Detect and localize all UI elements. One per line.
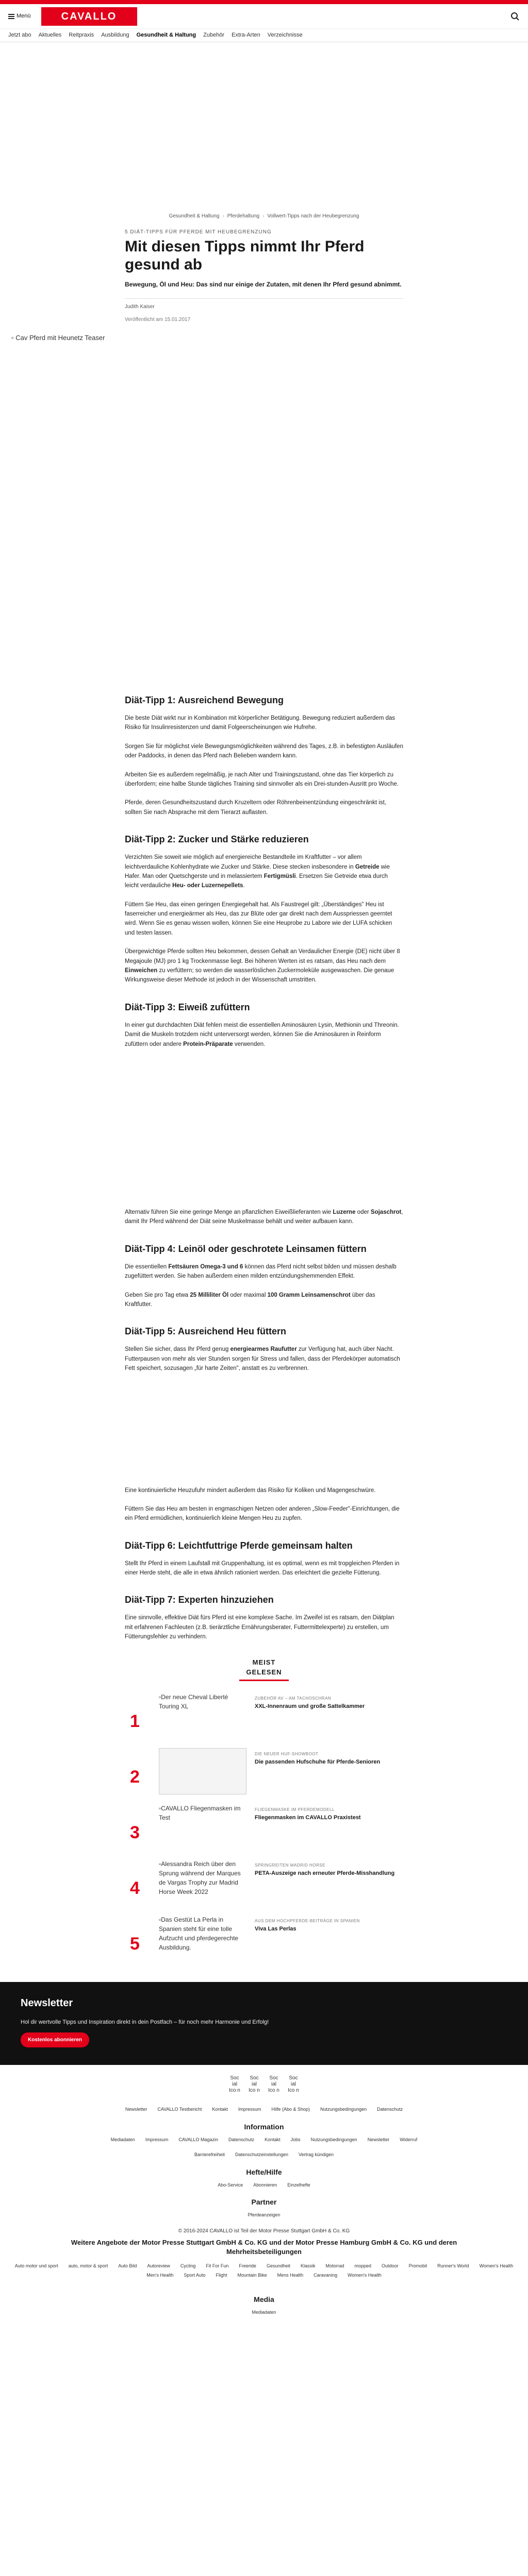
footer-link[interactable]: Abonnieren <box>253 2182 277 2188</box>
teaser-text <box>255 1859 398 1877</box>
footer-link[interactable]: CAVALLO Testbericht <box>157 2107 202 2112</box>
footer-link[interactable]: Freeride <box>239 2263 256 2268</box>
paragraph: In einer gut durchdachten Diät fehlen meist die essentiellen Aminosäuren Lysin, Methionin und Threonin. Damit die Muskeln trotzdem nicht unterversorgt werden, können Sie die Aminosäuren in Reinform zufüttern oder andere Protein-Präparate verwenden. <box>125 1022 399 1047</box>
section-heading: Diät-Tipp 7: Experten hinzuziehen <box>125 1595 274 1605</box>
section-heading: Diät-Tipp 2: Zucker und Stärke reduzieren <box>125 834 309 845</box>
teaser-headline[interactable]: PETA-Auszeige nach erneuter Pferde-Misshandlung <box>255 1870 395 1876</box>
footer-link[interactable]: Mediadaten <box>110 2137 135 2142</box>
social-icon[interactable]: Soc ial Ico n <box>288 2075 299 2094</box>
section-heading: Diät-Tipp 3: Eiweiß zufüttern <box>125 1002 250 1012</box>
article-author[interactable]: Judith Kaiser <box>125 298 403 311</box>
paragraph: Eine kontinuierliche Heuzufuhr mindert außerdem das Risiko für Koliken und Magengeschwüre. <box>125 1487 376 1494</box>
footer-links-top <box>0 2106 528 2113</box>
menu-label: Menü <box>16 13 31 20</box>
social-icon[interactable]: Soc ial Ico n <box>249 2075 260 2094</box>
broken-image-icon: ▫ <box>159 1916 161 1923</box>
breadcrumb-item[interactable]: Gesundheit & Haltung <box>169 213 220 219</box>
breadcrumb <box>0 212 528 220</box>
paragraph: Geben Sie pro Tag etwa 25 Milliliter Öl oder maximal 100 Gramm Leinsamenschrot über das Kraftfutter. <box>125 1292 375 1308</box>
footer-link[interactable]: Women's Health <box>479 2263 514 2268</box>
article-kicker: 5 DIÄT-TIPPS FÜR PFERDE MIT HEUBEGRENZUNG <box>125 229 272 235</box>
footer-link[interactable]: Pferdeanzeigen <box>248 2212 280 2218</box>
footer-link[interactable]: Widerruf <box>400 2137 418 2142</box>
footer-link[interactable]: Newsletter <box>367 2137 390 2142</box>
most-read-item[interactable] <box>130 1859 398 1906</box>
nav-item[interactable]: Zubehör <box>203 32 225 39</box>
hero-image <box>11 333 528 693</box>
footer-link[interactable]: Flight <box>216 2272 227 2278</box>
footer-link[interactable]: Mediadaten <box>252 2310 276 2315</box>
social-links <box>0 2075 528 2094</box>
social-icon[interactable]: Soc ial Ico n <box>229 2075 240 2094</box>
breadcrumb-separator: › <box>262 213 265 219</box>
social-icon[interactable]: Soc ial Ico n <box>268 2075 279 2094</box>
teaser-text <box>255 1915 398 1933</box>
footer-link[interactable]: Datenschutzeinstellungen <box>235 2152 289 2158</box>
ad-placeholder <box>125 1383 403 1486</box>
teaser-image[interactable]: ▫Das Gestüt La Perla in Spanien steht für eine tolle Aufzucht und pferdegerechte Ausbildung. <box>159 1916 239 1951</box>
teaser-category: ZUBEHÖR AV – AM TACHOSCHRAN <box>255 1696 332 1701</box>
link-text[interactable]: Einweichen <box>125 968 158 974</box>
footer-link[interactable]: Vertrag kündigen <box>299 2152 334 2158</box>
teaser-text <box>255 1804 398 1822</box>
footer-heading-media: Media <box>254 2295 274 2303</box>
section-heading: Diät-Tipp 4: Leinöl oder geschrotete Leinsamen füttern <box>125 1243 367 1254</box>
nav-item[interactable]: Jetzt abo <box>8 32 31 39</box>
paragraph: Stellt Ihr Pferd in einem Laufstall mit Gruppenhaltung, ist es optimal, wenn es mit tropgleichen Pferden in einer Herde steht, die alle in etwa ähnlich rationiert werden. Das erleichtert die gezielte Fütterung. <box>125 1560 400 1577</box>
teaser-headline[interactable]: Die passenden Hufschuhe für Pferde-Senioren <box>255 1758 381 1765</box>
paragraph: Übergewichtige Pferde sollten Heu bekommen, dessen Gehalt an Verdaulicher Energie (DE) nicht über 8 Megajoule (MJ) pro 1 kg Trockenmasse liegt. Bei höheren Werten ist es ratsam, das Heu nach dem Einweichen zu verfüttern; so werden die wasserlöslichen Zuckermoleküle ausgewaschen. Die genaue Wirkungsweise dieser Methode ist jedoch in der Wissenschaft umstritten. <box>125 948 400 984</box>
most-read-item[interactable] <box>130 1915 398 1961</box>
link-text[interactable]: Luzerne <box>333 1209 356 1215</box>
paragraph: Füttern Sie Heu, das einen geringen Energiegehalt hat. Als Faustregel gilt: „Überständiges" Heu ist faserreicher und energieärmer als Heu, das zur Blüte oder gar direkt nach dem Ausspriessen geerntet wird. Wenn Sie es genau wissen wollen, können Sie eine Heuprobe zu Labore wie der LUFA schicken und testen lassen. <box>125 901 392 936</box>
paragraph: Die beste Diät wirkt nur in Kombination mit körperlicher Betätigung. Bewegung reduziert außerdem das Risiko für Insulinresistenzen und damit Folgeerscheinungen wie Hufrehe. <box>125 715 395 731</box>
footer-link[interactable]: Jobs <box>290 2137 301 2142</box>
rank-number: 4 <box>130 1878 140 1898</box>
breadcrumb-current: Vollwert-Tipps nach der Heubegrenzung <box>267 213 359 219</box>
link-text[interactable]: Heu- oder Luzernepellets <box>172 883 243 889</box>
nav-item[interactable]: Extra-Arten <box>232 32 260 39</box>
footer-link[interactable]: Motorrad <box>325 2263 344 2268</box>
footer-link[interactable]: Barrierefreiheit <box>194 2152 225 2158</box>
footer-link[interactable]: auto, motor & sport <box>68 2263 108 2268</box>
nav-item[interactable]: Aktuelles <box>38 32 62 39</box>
link-text[interactable]: Sojaschrot <box>370 1209 402 1215</box>
section-heading: Diät-Tipp 5: Ausreichend Heu füttern <box>125 1326 287 1337</box>
rank-number: 3 <box>130 1822 140 1842</box>
footer-link[interactable]: Newsletter <box>125 2107 147 2112</box>
article-header <box>125 228 403 324</box>
broken-image-icon: ▫ <box>11 334 14 342</box>
breadcrumb-item[interactable]: Pferdehaltung <box>227 213 260 219</box>
footer-link[interactable]: Einzelhefte <box>287 2182 310 2188</box>
rank-number: 1 <box>130 1711 140 1731</box>
paragraph: Alternativ führen Sie eine geringe Menge an pflanzlichen Eiweißlieferanten wie Luzerne oder Sojaschrot, damit Ihr Pferd während der Diät seine Muskelmasse behält und weiter aufbauen kann. <box>125 1209 403 1225</box>
footer-link[interactable]: CAVALLO Magazin <box>178 2137 219 2142</box>
link-text[interactable]: Getreide <box>355 863 380 870</box>
footer-link[interactable]: Fit For Fun <box>206 2263 229 2268</box>
footer-links-media <box>0 2309 528 2316</box>
site-logo[interactable]: CAVALLO <box>41 7 137 26</box>
footer <box>0 2106 528 2316</box>
paragraph: Pferde, deren Gesundheitszustand durch Kruzeltern oder Röhrenbeinentzündung eingeschränkt ist, sollten Sie nach Absprache mit dem Tierarzt auflasten. <box>125 800 386 816</box>
search-icon[interactable] <box>510 12 520 21</box>
footer-link[interactable]: Kontakt <box>265 2137 280 2142</box>
menu-button[interactable] <box>8 12 31 21</box>
most-read-item[interactable] <box>130 1692 398 1739</box>
footer-link[interactable]: Gesundheit <box>266 2263 290 2268</box>
footer-link[interactable]: Sport Auto <box>184 2272 206 2278</box>
copyright: © 2016-2024 CAVALLO ist Teil der Motor Presse Stuttgart GmbH & Co. KG <box>178 2228 350 2234</box>
nav-item[interactable]: Reitpraxis <box>69 32 94 39</box>
broken-image-icon: ▫ <box>159 1693 161 1701</box>
teaser-text <box>255 1692 398 1710</box>
footer-link[interactable]: Nutzungsbedingungen <box>320 2107 367 2112</box>
footer-link[interactable]: Men's Health <box>146 2272 174 2278</box>
most-read-section <box>130 1657 398 1961</box>
footer-link[interactable]: Caravaning <box>314 2272 338 2278</box>
newsletter-subscribe-button[interactable]: Kostenlos abonnieren <box>21 2032 89 2047</box>
rank-number: 5 <box>130 1934 140 1954</box>
main-nav <box>0 29 528 42</box>
footer-link[interactable]: Impressum <box>238 2107 261 2112</box>
paragraph: Stellen Sie sicher, dass Ihr Pferd genug energiearmes Raufutter zur Verfügung hat, auch über Nacht. Futterpausen von mehr als vier Stunden sorgen für Stress und fallen, dass der Pferdekörper automatisch Fett speichert, sozusagen „für harte Zeiten", anstatt es zu verbrennen. <box>125 1346 400 1372</box>
article-published: Veröffentlicht am 15.01.2017 <box>125 317 191 323</box>
most-read-title: MEIST GELESEN <box>239 1657 289 1681</box>
teaser-text <box>255 1748 398 1766</box>
hero-image-alt: Cav Pferd mit Heunetz Teaser <box>15 334 105 342</box>
footer-heading-help: Hefte/Hilfe <box>246 2167 282 2176</box>
footer-link[interactable]: Women's Health <box>348 2272 382 2278</box>
footer-link[interactable]: Datenschutz <box>228 2137 255 2142</box>
publisher-heading: Weitere Angebote der Motor Presse Stuttgart GmbH & Co. KG und der Motor Presse Hamburg GmbH & Co. KG und deren Mehrheitsbeteiligungen <box>71 2238 457 2256</box>
section-heading: Diät-Tipp 6: Leichtfuttrige Pferde gemeinsam halten <box>125 1540 353 1551</box>
broken-image-icon: ▫ <box>159 1860 161 1868</box>
link-text[interactable]: Fertigmüsli <box>263 873 296 879</box>
footer-link[interactable]: Mens Health <box>277 2272 304 2278</box>
paragraph: Die essentiellen Fettsäuren Omega-3 und 6 können das Pferd nicht selbst bilden und müssen deshalb zugefüttert werden. Sie haben außerdem einen milden entzündungshemmenden Effekt. <box>125 1263 397 1280</box>
newsletter-box <box>0 1982 528 2065</box>
nav-item[interactable]: Verzeichnisse <box>267 32 303 39</box>
teaser-image[interactable]: ▫CAVALLO Fliegenmasken im Test <box>159 1804 241 1821</box>
newsletter-title: Newsletter <box>21 1997 73 2009</box>
ad-placeholder <box>125 1058 403 1208</box>
paragraph: Eine sinnvolle, effektive Diät fürs Pferd ist eine komplexe Sache. Im Zweifel ist es ratsam, den Diätplan mit erfahrenen Fachleuten (z.B. tierärztliche Ernährungsberater, Futtermittelexperte) zu erstellen, um Fütterungsfehler zu verhindern. <box>125 1615 394 1640</box>
hamburger-icon <box>8 14 14 19</box>
most-read-item[interactable] <box>130 1804 398 1850</box>
footer-links-partner <box>0 2212 528 2219</box>
rank-number: 2 <box>130 1767 140 1787</box>
site-header <box>0 4 528 29</box>
nav-item[interactable]: Ausbildung <box>101 32 129 39</box>
footer-link[interactable]: Impressum <box>145 2137 169 2142</box>
teaser-category: FLIEGENMASKE IM PFERDEMODELL <box>255 1807 335 1812</box>
footer-link[interactable]: Autoreview <box>147 2263 170 2268</box>
footer-link[interactable]: Promobil <box>408 2263 427 2268</box>
teaser-category: SPRINGREITEN MADRID HORSE <box>255 1862 325 1868</box>
footer-link[interactable]: Klassik <box>300 2263 316 2268</box>
footer-link[interactable]: Auto Bild <box>118 2263 137 2268</box>
teaser-image[interactable]: ▫Alessandra Reich über den Sprung während der Marques de Vargas Trophy zur Madrid Horse Week 2022 <box>159 1860 241 1895</box>
footer-link[interactable]: Auto motor und sport <box>14 2263 58 2268</box>
footer-links-information <box>0 2137 528 2144</box>
footer-links-publisher <box>0 2263 528 2294</box>
footer-link[interactable]: Outdoor <box>382 2263 399 2268</box>
footer-link[interactable]: Datenschutz <box>377 2107 403 2112</box>
teaser-category: DIE NEUER HUF-SHOWBOOT <box>255 1751 319 1756</box>
paragraph: Verzichten Sie soweit wie möglich auf energiereiche Bestandteile im Kraftfutter – vor allem leichtverdauliche Kohlenhydrate wie Zucker und Stärke. Diese stecken insbesondere in Getreide wie Hafer. Man oder Quetschgerste und in melassiertem Fertigmüsli. Ersetzen Sie Getreide etwa durch leicht verdauliche Heu- oder Luzernepellets. <box>125 854 390 889</box>
footer-link[interactable]: Runner's World <box>437 2263 469 2268</box>
top-accent-bar <box>0 0 528 4</box>
article-title: Mit diesen Tipps nimmt Ihr Pferd gesund ab <box>125 238 365 273</box>
teaser-image[interactable] <box>159 1748 246 1794</box>
teaser-headline[interactable]: XXL-Innenraum und große Sattelkammer <box>255 1703 365 1709</box>
article-lead: Bewegung, Öl und Heu: Das sind nur einige der Zutaten, mit denen Ihr Pferd gesund abnimmt. <box>125 281 402 288</box>
footer-heading-partner: Partner <box>251 2198 277 2207</box>
footer-link[interactable]: Kontakt <box>212 2107 228 2112</box>
nav-item-active[interactable]: Gesundheit & Haltung <box>136 32 196 39</box>
teaser-headline[interactable]: Fliegenmasken im CAVALLO Praxistest <box>255 1814 361 1821</box>
footer-link[interactable]: Abo-Service <box>218 2182 243 2188</box>
footer-heading-information: Information <box>244 2122 284 2131</box>
broken-image-icon: ▫ <box>159 1804 161 1812</box>
link-text[interactable]: Protein-Präparate <box>183 1041 233 1047</box>
footer-link[interactable]: Cycling <box>180 2263 196 2268</box>
breadcrumb-separator: › <box>222 213 224 219</box>
teaser-headline[interactable]: Viva Las Perlas <box>255 1925 296 1932</box>
footer-links-help <box>0 2182 528 2189</box>
section-heading: Diät-Tipp 1: Ausreichend Bewegung <box>125 695 284 705</box>
footer-link[interactable]: mopped <box>354 2263 372 2268</box>
footer-links-information-2 <box>0 2151 528 2159</box>
footer-link[interactable]: Nutzungsbedingungen <box>310 2137 357 2142</box>
teaser-category: AUS DEM HOCHPFERDE-BEITRÄGE IN SPANIEN <box>255 1918 360 1923</box>
paragraph: Arbeiten Sie es außerdem regelmäßig, je nach Alter und Trainingszustand, ohne das Tier körperlich zu überfordern; eine halbe Stunde tägliches Training sind sinnvoller als ein Drei-stunden-Ausritt pro Woche. <box>125 771 399 787</box>
article-body <box>125 693 403 1642</box>
newsletter-text: Hol dir wertvolle Tipps und Inspiration direkt in dein Postfach – für noch mehr Harmonie und Erfolg! <box>21 2019 269 2025</box>
footer-link[interactable]: Hilfe (Abo & Shop) <box>271 2107 310 2112</box>
paragraph: Sorgen Sie für möglichst viele Bewegungsmöglichkeiten während des Tages, z.B. in befestigten Ausläufen oder Paddocks, in denen das Pferd nach Belieben wandern kann. <box>125 743 403 759</box>
teaser-image[interactable]: ▫Der neue Cheval Liberté Touring XL <box>159 1693 228 1710</box>
paragraph: Füttern Sie das Heu am besten in engmaschigen Netzen oder anderen „Slow-Feeder"-Einrichtungen, die ein Pferd ermüdlichen, kontinuierlich kleine Mengen Heu zu zupfen. <box>125 1505 400 1522</box>
most-read-item[interactable] <box>130 1748 398 1794</box>
footer-link[interactable]: Mountain Bike <box>237 2272 267 2278</box>
